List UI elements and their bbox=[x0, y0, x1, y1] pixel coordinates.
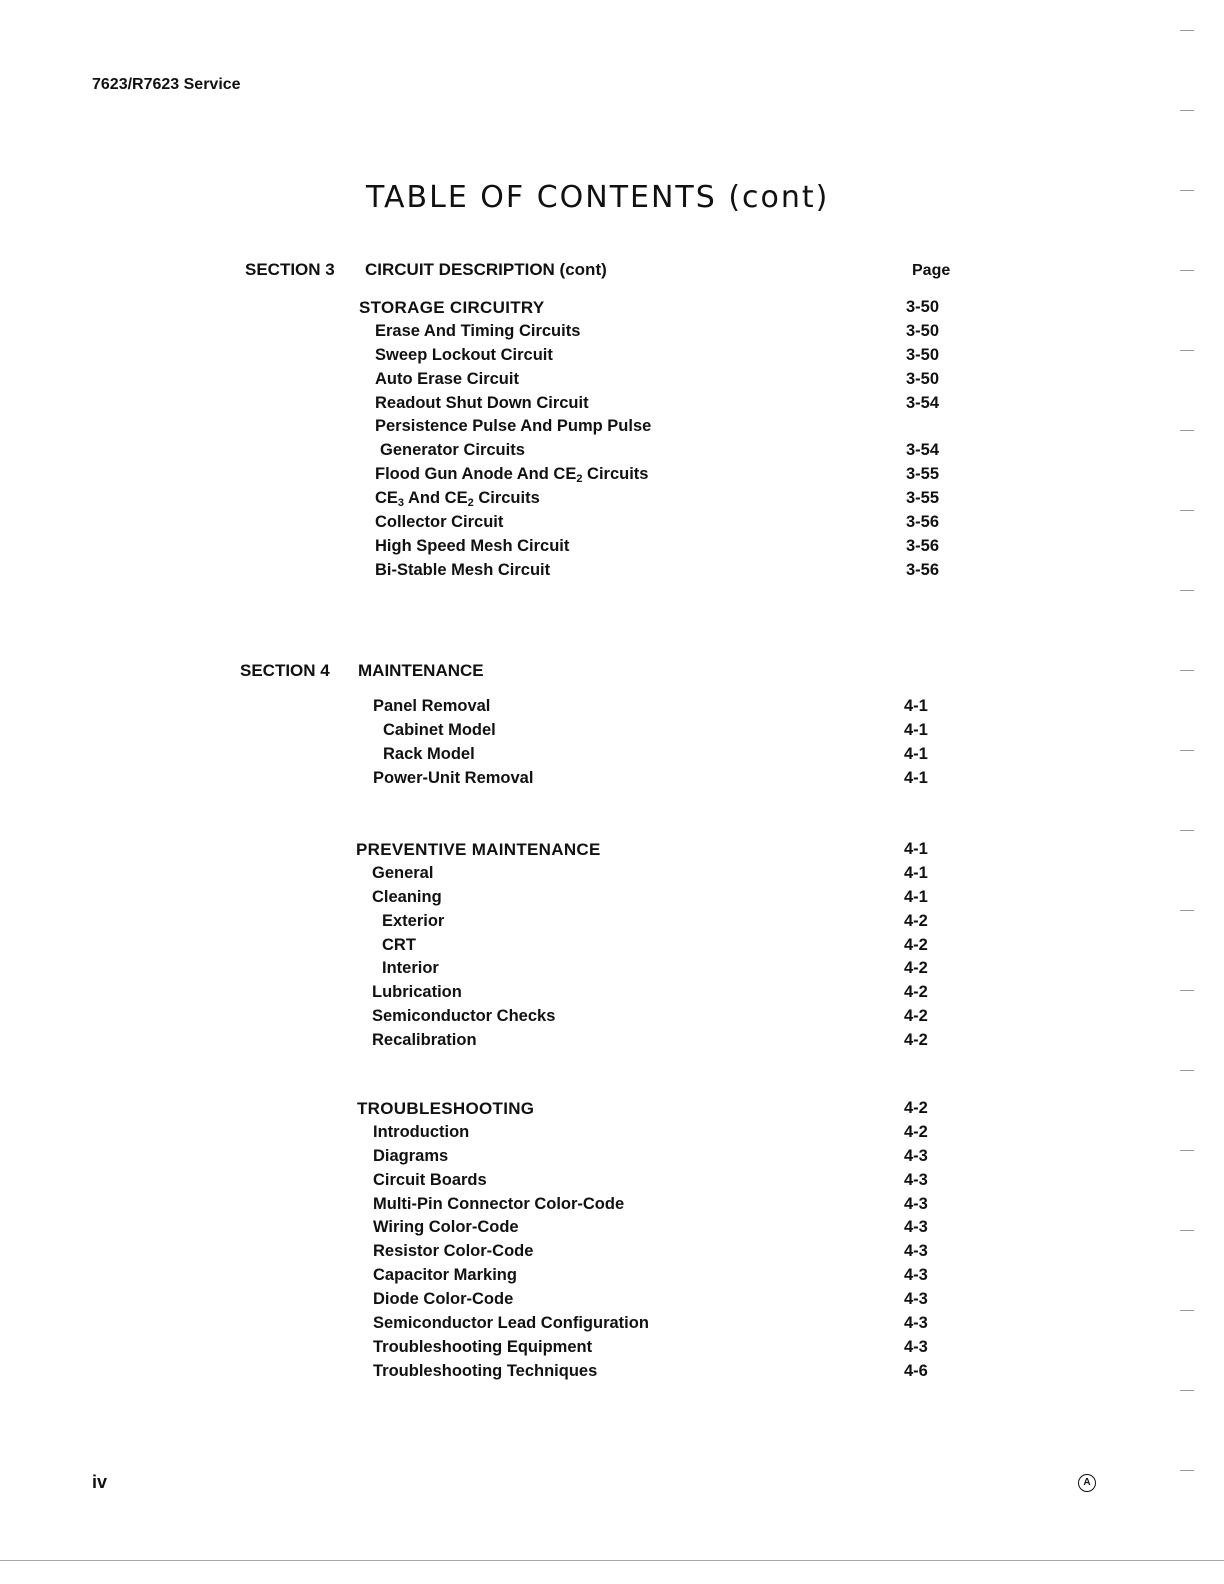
toc-entry-text: Circuits bbox=[473, 489, 540, 508]
toc-entry-text: Recalibration bbox=[372, 1031, 477, 1050]
toc-entry bbox=[359, 489, 959, 513]
edge-tick bbox=[1180, 750, 1194, 751]
section-3-label: SECTION 3 bbox=[245, 260, 335, 279]
scan-edge-marks bbox=[1174, 20, 1194, 1500]
toc-entry bbox=[359, 417, 959, 441]
toc-entry-page: 4-2 bbox=[904, 935, 928, 954]
toc-entry-page: 3-55 bbox=[906, 489, 940, 508]
scan-bottom-rule bbox=[0, 1560, 1224, 1561]
toc-entry-text: And CE bbox=[404, 489, 468, 508]
toc-entry-text: Flood Gun Anode And CE bbox=[375, 465, 577, 484]
toc-entry-text: Bi-Stable Mesh Circuit bbox=[375, 560, 551, 579]
edge-tick bbox=[1180, 910, 1194, 911]
toc-entry bbox=[357, 1290, 957, 1314]
toc-entry-page: 3-50 bbox=[906, 345, 940, 364]
toc-entry-title bbox=[373, 1266, 517, 1285]
toc-entry-title bbox=[382, 912, 444, 931]
toc-entry-title bbox=[373, 1195, 624, 1214]
toc-entry bbox=[356, 912, 956, 936]
toc-entry-title bbox=[373, 1338, 592, 1357]
toc-entry-text: Resistor Color-Code bbox=[373, 1242, 534, 1261]
toc-entry-page: 4-3 bbox=[904, 1218, 928, 1237]
toc-entry-page: 3-54 bbox=[906, 441, 940, 460]
toc-entry-page: 4-1 bbox=[904, 720, 928, 739]
toc-entry-text: Semiconductor Lead Configuration bbox=[373, 1314, 649, 1333]
toc-list bbox=[357, 1099, 957, 1386]
toc-entry bbox=[359, 346, 959, 370]
toc-entry-title bbox=[373, 1242, 533, 1261]
toc-entry-page: 4-1 bbox=[904, 697, 928, 715]
toc-entry-title bbox=[373, 1218, 519, 1237]
toc-entry bbox=[356, 888, 956, 912]
toc-entry-text: Generator Circuits bbox=[380, 441, 525, 460]
toc-entry-page: 3-50 bbox=[906, 369, 940, 388]
toc-entry-page: 4-2 bbox=[904, 983, 928, 1002]
toc-entry-page: 4-2 bbox=[904, 911, 928, 930]
toc-entry-text: STORAGE CIRCUITRY bbox=[359, 298, 545, 317]
edge-tick bbox=[1180, 1070, 1194, 1071]
toc-entry bbox=[359, 537, 959, 561]
toc-entry-page: 4-1 bbox=[904, 768, 928, 787]
toc-entry-text: Lubrication bbox=[372, 983, 462, 1002]
toc-entry-text: Cabinet Model bbox=[383, 720, 496, 739]
toc-entry-title bbox=[375, 561, 550, 580]
toc-entry-title bbox=[373, 1123, 469, 1142]
edge-tick bbox=[1180, 1390, 1194, 1391]
toc-entry-text: Rack Model bbox=[383, 744, 475, 763]
toc-entry-text: Cleaning bbox=[372, 887, 442, 906]
toc-entry bbox=[359, 465, 959, 489]
edge-tick bbox=[1180, 510, 1194, 511]
toc-entry-text: Semiconductor Checks bbox=[372, 1007, 556, 1026]
toc-entry-text: High Speed Mesh Circuit bbox=[375, 536, 570, 555]
toc-entry-text: Exterior bbox=[382, 911, 445, 930]
toc-entry-page: 4-6 bbox=[904, 1361, 928, 1380]
subscript: 3 bbox=[397, 497, 405, 510]
toc-entry bbox=[356, 864, 956, 888]
toc-entry-title bbox=[375, 513, 503, 532]
toc-entry-text: Interior bbox=[382, 959, 439, 978]
toc-entry-page: 3-50 bbox=[906, 298, 940, 316]
toc-entry bbox=[357, 1147, 957, 1171]
toc-entry bbox=[359, 441, 959, 465]
toc-entry-text: Panel Removal bbox=[373, 697, 491, 715]
toc-entry-text: Power-Unit Removal bbox=[373, 768, 534, 787]
edge-tick bbox=[1180, 1230, 1194, 1231]
toc-entry-title bbox=[373, 697, 490, 716]
edge-tick bbox=[1180, 1150, 1194, 1151]
toc-entry-text: PREVENTIVE MAINTENANCE bbox=[356, 840, 601, 859]
toc-entry-text: General bbox=[372, 863, 434, 882]
toc-entry-title bbox=[375, 346, 553, 365]
toc-entry-title bbox=[359, 298, 545, 318]
toc-entry bbox=[356, 936, 956, 960]
toc-entry-text: Readout Shut Down Circuit bbox=[375, 393, 589, 412]
toc-entry-text: Troubleshooting Techniques bbox=[373, 1361, 598, 1380]
toc-entry-page: 3-56 bbox=[906, 560, 940, 579]
toc-entry-title bbox=[373, 1290, 513, 1309]
section-4-title: MAINTENANCE bbox=[358, 661, 484, 680]
toc-entry bbox=[357, 1099, 957, 1123]
edge-tick bbox=[1180, 990, 1194, 991]
toc-entry-title bbox=[383, 721, 496, 740]
page-title: TABLE OF CONTENTS (cont) bbox=[366, 180, 830, 215]
toc-entry bbox=[356, 959, 956, 983]
toc-entry-page: 4-3 bbox=[904, 1266, 928, 1285]
toc-list bbox=[356, 840, 956, 1055]
toc-entry-text: Persistence Pulse And Pump Pulse bbox=[375, 417, 652, 436]
toc-entry-page: 4-2 bbox=[904, 959, 928, 978]
toc-entry-title bbox=[373, 1314, 649, 1333]
toc-entry bbox=[357, 1123, 957, 1147]
page-column-heading: Page bbox=[912, 262, 951, 279]
toc-entry-page: 4-3 bbox=[904, 1242, 928, 1261]
toc-entry bbox=[359, 370, 959, 394]
toc-entry bbox=[359, 298, 959, 322]
toc-entry-title bbox=[380, 441, 525, 460]
toc-entry bbox=[357, 1338, 957, 1362]
toc-entry-title bbox=[372, 888, 442, 907]
toc-entry-page: 4-1 bbox=[904, 744, 928, 763]
toc-entry-page: 4-1 bbox=[904, 840, 928, 858]
toc-list bbox=[359, 298, 959, 585]
document-header: 7623/R7623 Service bbox=[92, 76, 241, 93]
toc-entry bbox=[357, 1362, 957, 1386]
edge-tick bbox=[1180, 830, 1194, 831]
toc-entry-page: 4-2 bbox=[904, 1122, 928, 1141]
toc-entry bbox=[357, 1195, 957, 1219]
toc-entry-title bbox=[382, 959, 439, 978]
edge-tick bbox=[1180, 670, 1194, 671]
toc-entry-text: Multi-Pin Connector Color-Code bbox=[373, 1194, 625, 1213]
section-4-label: SECTION 4 bbox=[240, 661, 330, 680]
toc-entry-title bbox=[382, 936, 416, 955]
toc-entry bbox=[356, 840, 956, 864]
edge-tick bbox=[1180, 30, 1194, 31]
toc-entry-page: 4-3 bbox=[904, 1337, 928, 1356]
toc-entry-page: 4-1 bbox=[904, 863, 928, 882]
toc-entry-text: Circuit Boards bbox=[373, 1170, 487, 1189]
toc-entry-text: CE bbox=[375, 489, 398, 508]
toc-entry-title bbox=[375, 489, 540, 509]
toc-entry-text: Diagrams bbox=[373, 1146, 449, 1165]
toc-entry-text: TROUBLESHOOTING bbox=[357, 1099, 535, 1118]
toc-entry bbox=[357, 1314, 957, 1338]
edge-tick bbox=[1180, 590, 1194, 591]
toc-entry-page: 4-3 bbox=[904, 1146, 928, 1165]
toc-entry-page: 4-2 bbox=[904, 1099, 928, 1117]
edge-tick bbox=[1180, 1310, 1194, 1311]
subscript: 2 bbox=[467, 497, 474, 510]
toc-entry-text: Introduction bbox=[373, 1122, 470, 1141]
toc-entry-title bbox=[372, 983, 462, 1002]
toc-entry-title bbox=[372, 1007, 555, 1026]
toc-entry-page: 3-56 bbox=[906, 536, 940, 555]
edge-tick bbox=[1180, 270, 1194, 271]
edge-tick bbox=[1180, 110, 1194, 111]
edge-tick bbox=[1180, 430, 1194, 431]
toc-entry-title bbox=[356, 840, 601, 860]
toc-entry bbox=[357, 745, 957, 769]
toc-entry bbox=[357, 769, 957, 793]
edge-tick bbox=[1180, 190, 1194, 191]
toc-entry-page: 3-55 bbox=[906, 465, 940, 484]
toc-entry bbox=[356, 1007, 956, 1031]
toc-entry-title bbox=[375, 465, 648, 485]
toc-list bbox=[357, 697, 957, 793]
toc-entry bbox=[357, 1266, 957, 1290]
toc-entry-title bbox=[373, 769, 533, 788]
toc-entry-text: Sweep Lockout Circuit bbox=[375, 345, 553, 364]
toc-entry-text: Wiring Color-Code bbox=[373, 1218, 519, 1237]
toc-entry bbox=[359, 561, 959, 585]
toc-entry-title bbox=[383, 745, 475, 764]
toc-entry-text: Troubleshooting Equipment bbox=[373, 1337, 593, 1356]
toc-entry-title bbox=[375, 394, 589, 413]
toc-entry bbox=[357, 1242, 957, 1266]
toc-entry-title bbox=[372, 1031, 477, 1050]
toc-entry-page: 3-50 bbox=[906, 321, 940, 340]
toc-entry-page: 4-3 bbox=[904, 1314, 928, 1333]
toc-entry-title bbox=[375, 417, 651, 436]
toc-entry-page: 4-3 bbox=[904, 1170, 928, 1189]
toc-entry-page: 4-2 bbox=[904, 1007, 928, 1026]
toc-entry-text: Erase And Timing Circuits bbox=[375, 321, 581, 340]
toc-entry bbox=[357, 697, 957, 721]
circled-a-mark: A bbox=[1078, 1474, 1096, 1492]
edge-tick bbox=[1180, 350, 1194, 351]
toc-entry-page: 3-56 bbox=[906, 513, 940, 532]
toc-entry-page: 4-3 bbox=[904, 1194, 928, 1213]
toc-entry-page: 3-54 bbox=[906, 393, 940, 412]
toc-entry-title bbox=[375, 322, 580, 341]
subscript: 2 bbox=[576, 473, 583, 486]
toc-entry bbox=[356, 1031, 956, 1055]
toc-entry-text: Diode Color-Code bbox=[373, 1290, 514, 1309]
toc-entry bbox=[357, 1218, 957, 1242]
toc-entry bbox=[357, 1171, 957, 1195]
section-3-title: CIRCUIT DESCRIPTION (cont) bbox=[365, 260, 607, 279]
toc-entry-title bbox=[373, 1171, 487, 1190]
toc-entry bbox=[356, 983, 956, 1007]
toc-entry-text: Capacitor Marking bbox=[373, 1266, 517, 1285]
toc-entry-page: 4-3 bbox=[904, 1290, 928, 1309]
toc-entry-page: 4-2 bbox=[904, 1031, 928, 1050]
toc-entry-title bbox=[375, 370, 519, 389]
toc-entry-text: CRT bbox=[382, 935, 416, 954]
toc-entry-title bbox=[375, 537, 569, 556]
toc-entry-page: 4-1 bbox=[904, 887, 928, 906]
toc-entry bbox=[359, 394, 959, 418]
toc-entry-title bbox=[373, 1362, 597, 1381]
toc-entry-title bbox=[372, 864, 433, 883]
edge-tick bbox=[1180, 1470, 1194, 1471]
toc-entry-text: Collector Circuit bbox=[375, 513, 504, 532]
toc-entry bbox=[359, 322, 959, 346]
toc-entry-text: Circuits bbox=[582, 465, 649, 484]
toc-entry bbox=[359, 513, 959, 537]
page-number: iv bbox=[92, 1472, 108, 1492]
toc-entry-title bbox=[357, 1099, 534, 1119]
toc-entry bbox=[357, 721, 957, 745]
toc-entry-text: Auto Erase Circuit bbox=[375, 369, 519, 388]
toc-entry-title bbox=[373, 1147, 448, 1166]
